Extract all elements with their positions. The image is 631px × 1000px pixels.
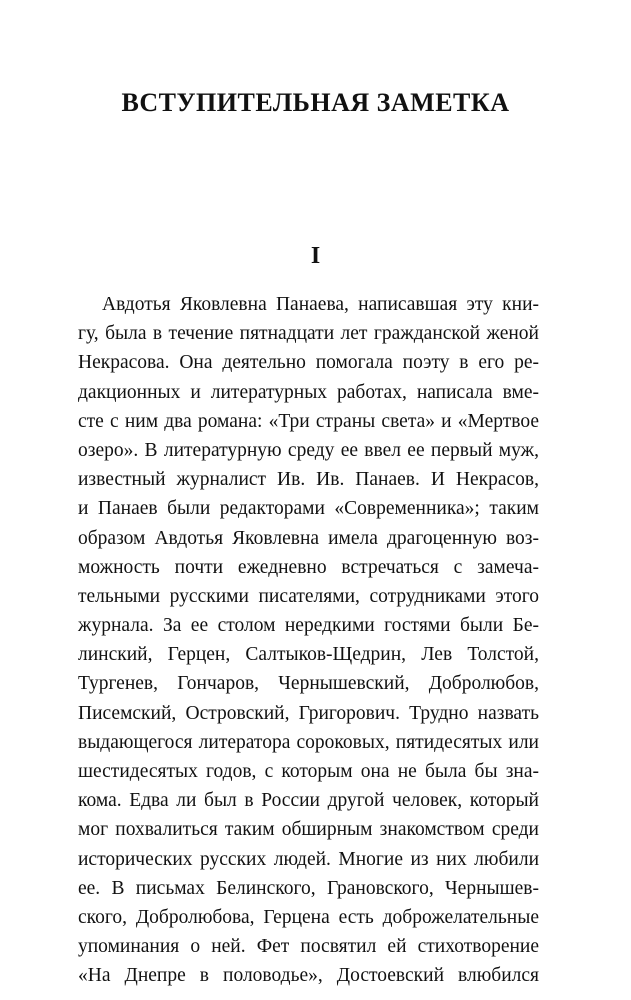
text-line: образом Авдотья Яковлевна имела драгоценную воз-	[78, 527, 539, 549]
text-line: Некрасова. Она деятельно помогала поэту в его ре-	[78, 352, 539, 374]
text-line: выдающегося литератора сороковых, пятидесятых или	[78, 731, 539, 753]
text-line: Тургенев, Гончаров, Чернышевский, Добролюбов,	[78, 673, 539, 695]
text-line: шестидесятых годов, с которым она не была бы зна-	[78, 761, 539, 782]
text-line: исторических русских людей. Многие из них любили	[78, 848, 539, 870]
text-line: «На Днепре в половодье», Достоевский влюбился	[78, 965, 539, 987]
text-line: Авдотья Яковлевна Панаева, написавшая эту кни-	[102, 294, 539, 315]
text-line: журнала. За ее столом нередкими гостями были Бе-	[78, 615, 539, 637]
text-line: Писемский, Островский, Григорович. Трудно назвать	[78, 702, 539, 724]
text-line: мог похвалиться таким обширным знакомством среди	[78, 819, 539, 841]
text-line: озеро». В литературную среду ее ввел ее первый муж,	[78, 439, 539, 461]
text-line: сте с ним два романа: «Три страны света» и «Мертвое	[78, 410, 539, 432]
page-title: ВСТУПИТЕЛЬНАЯ ЗАМЕТКА	[121, 88, 510, 117]
text-line: можность почти ежедневно встречаться с замеча-	[78, 556, 539, 578]
text-line: тельными русскими писателями, сотрудниками этого	[78, 585, 539, 607]
text-line: гу, была в течение пятнадцати лет гражданской женой	[78, 323, 539, 345]
body-paragraph	[78, 290, 539, 991]
text-line: и Панаев были редакторами «Современника»; таким	[78, 498, 539, 520]
text-line: известный журналист Ив. Ив. Панаев. И Некрасов,	[78, 469, 539, 491]
text-line: ского, Добролюбова, Герцена есть доброжелательные	[78, 906, 539, 928]
text-line: кома. Едва ли был в России другой человек, который	[78, 790, 539, 812]
text-line: линский, Герцен, Салтыков-Щедрин, Лев Толстой,	[78, 644, 539, 666]
text-line: ее. В письмах Белинского, Грановского, Чернышев-	[78, 877, 539, 899]
text-line: дакционных и литературных работах, написала вме-	[78, 381, 539, 403]
text-line: упоминания о ней. Фет посвятил ей стихотворение	[78, 936, 539, 958]
section-number: I	[310, 243, 321, 269]
